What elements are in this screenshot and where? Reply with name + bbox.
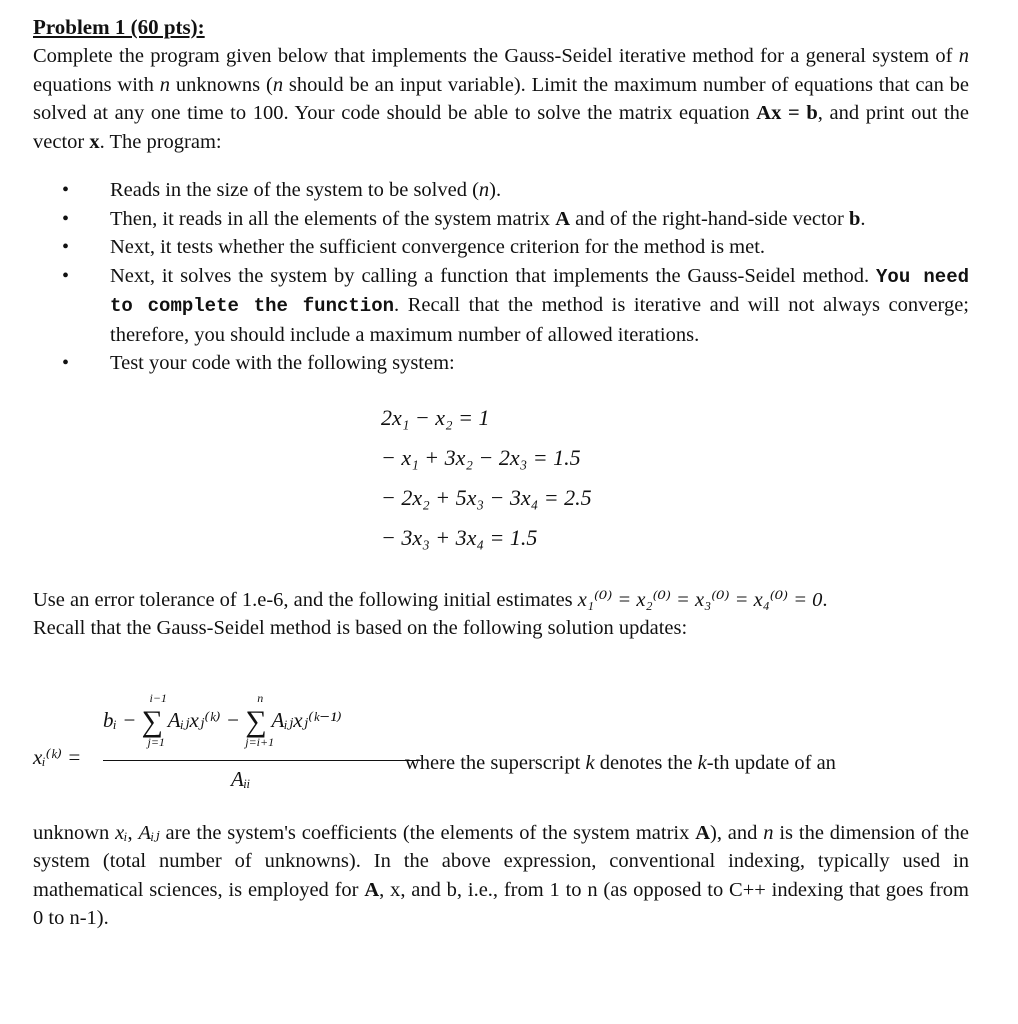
requirements-list xyxy=(33,176,969,378)
sum2-upper-limit: n xyxy=(257,690,264,705)
bullet-icon: • xyxy=(62,352,70,374)
gauss-seidel-formula xyxy=(33,687,969,817)
equation-1: 2x₁ − x₂ = 1 xyxy=(381,404,490,430)
summation-icon: ∑ xyxy=(245,704,267,738)
bullet-icon: • xyxy=(62,236,70,258)
fraction-bar xyxy=(103,760,421,761)
bullet-icon: • xyxy=(62,179,70,201)
intro-var-n1: n xyxy=(958,45,969,67)
sum2-lower-limit: j=i+1 xyxy=(245,734,275,749)
intro-vector-x: x xyxy=(89,130,100,153)
intro-text-b: equations with xyxy=(33,73,160,96)
formula-numerator: bᵢ − i−1 ∑ j=1 Aᵢⱼxⱼ⁽ᵏ⁾ − n ∑ j=i+1 Aᵢⱼxⱼ⁽ᵏ⁻¹⁾ xyxy=(103,690,342,749)
intro-var-n3: n xyxy=(272,73,284,96)
list-item: • Test your code with the following system: xyxy=(33,349,969,378)
formula-lhs: xᵢ⁽ᵏ⁾ = xyxy=(33,744,82,769)
intro-text-f: . The program: xyxy=(99,130,222,153)
bullet-icon: • xyxy=(62,264,70,287)
intro-text-d: should be an input variable). Limit the maximum number of equations that can be solved at any one time to 100. Your code should be able to solve the matrix equation xyxy=(33,73,970,124)
complete-function-emphasis: You need to complete the function xyxy=(110,265,969,317)
document-page xyxy=(33,14,969,933)
formula-denominator: Aᵢᵢ xyxy=(231,766,251,791)
intro-matrix-equation: Ax = b xyxy=(756,102,818,124)
summation-icon: ∑ xyxy=(141,704,163,738)
equation-system xyxy=(381,398,969,558)
sum1-upper-limit: i−1 xyxy=(149,690,167,705)
list-item: • Then, it reads in all the elements of the system matrix A and of the right-hand-side vector b. xyxy=(33,205,969,234)
intro-text-c: unknowns ( xyxy=(169,73,273,96)
problem-title: Problem 1 (60 pts): xyxy=(33,15,205,39)
intro-paragraph xyxy=(33,42,969,156)
equation-3: − 2x₂ + 5x₃ − 3x₄ = 2.5 xyxy=(381,484,592,510)
initial-estimates: x₁⁽⁰⁾ = x₂⁽⁰⁾ = x₃⁽⁰⁾ = x₄⁽⁰⁾ = 0 xyxy=(577,588,823,611)
formula-explanation: where the superscript k denotes the k-th update of an xyxy=(405,751,836,774)
list-item: • Next, it solves the system by calling a function that implements the Gauss-Seidel method. You need to complete the function. Recall that the method is iterative and will not always converge; therefore, you should include a maximum number of allowed iterations. xyxy=(33,262,969,350)
list-item: • Next, it tests whether the sufficient convergence criterion for the method is met. xyxy=(33,233,969,262)
equation-4: − 3x₃ + 3x₄ = 1.5 xyxy=(381,524,538,550)
bullet-icon: • xyxy=(62,207,70,230)
intro-var-n2: n xyxy=(159,73,170,96)
sum1-lower-limit: j=1 xyxy=(147,734,165,749)
tolerance-paragraph: Use an error tolerance of 1.e-6, and the following initial estimates x₁⁽⁰⁾ = x₂⁽⁰⁾ = x₃⁽⁰⁾ = x₄⁽⁰⁾ = 0. Recall that the Gauss-Seidel method is based on the following solution updates: xyxy=(33,588,828,639)
intro-text-e: , and print out the vector xyxy=(33,102,969,153)
closing-paragraph: unknown xᵢ, Aᵢⱼ are the system's coefficients (the elements of the system matrix A), and n is the dimension of the system (total number of unknowns). In the above expression, conventional indexing, typically used in mathematical sciences, is employed for A, x, and b, i.e., from 1 to n (as opposed to C++ indexing that goes from 0 to n-1). xyxy=(33,821,969,929)
equation-2: − x₁ + 3x₂ − 2x₃ = 1.5 xyxy=(381,444,581,470)
list-item: • Reads in the size of the system to be solved (n). xyxy=(33,176,969,205)
intro-text-a: Complete the program given below that implements the Gauss-Seidel iterative method for a general system of xyxy=(33,45,959,67)
